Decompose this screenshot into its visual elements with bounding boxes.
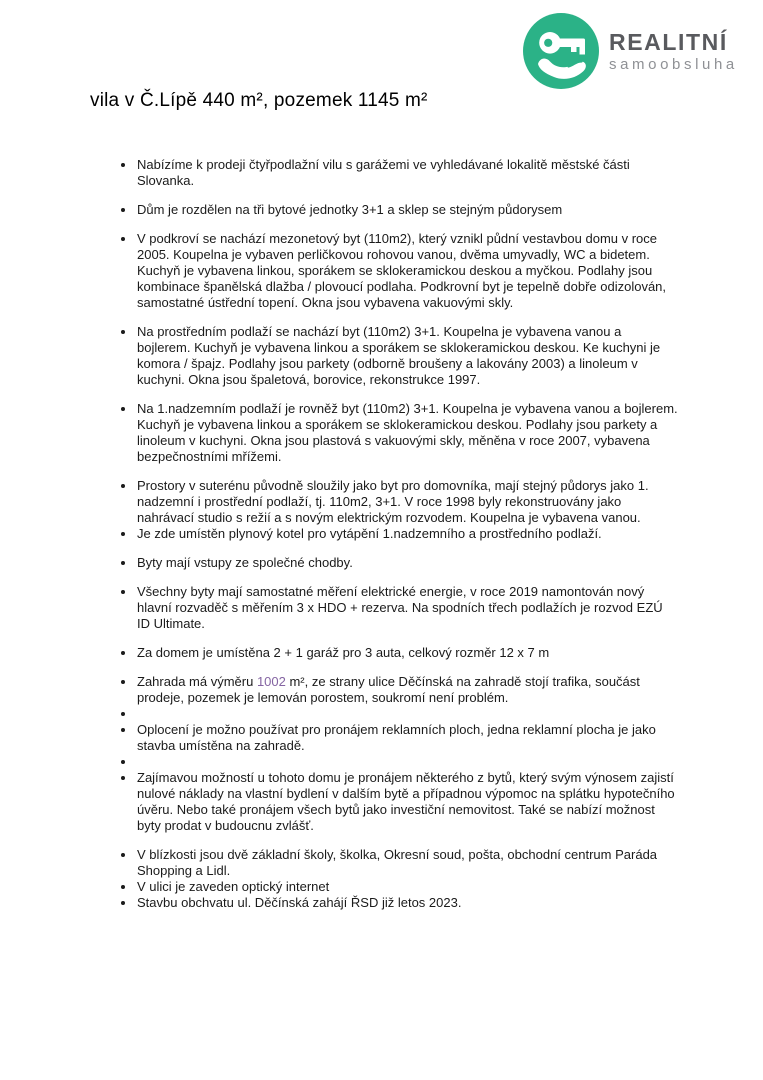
page-title: vila v Č.Lípě 440 m², pozemek 1145 m²	[90, 90, 428, 111]
list-item	[118, 401, 678, 465]
list-item	[118, 847, 678, 879]
bullet-text-segment: Dům je rozdělen na tři bytové jednotky 3+1 a sklep se stejným půdorysem	[137, 202, 563, 217]
bullet-text	[137, 645, 678, 661]
list-item	[118, 584, 678, 632]
bullet-icon	[118, 879, 137, 889]
list-item	[118, 526, 678, 542]
bullet-icon	[118, 770, 137, 780]
bullet-icon	[118, 754, 137, 764]
bullet-text-segment: Všechny byty mají samostatné měření elektrické energie, v roce 2019 namontován nový hlavní rozvaděč s měřením 3 x HDO + rezerva. Na spodních třech podlažích je rozvod EZÚ ID Ultimate.	[137, 584, 663, 631]
bullet-text	[137, 847, 678, 879]
list-item	[118, 895, 678, 911]
bullet-text	[137, 770, 678, 834]
bullet-text-segment: Prostory v suterénu původně sloužily jako byt pro domovníka, mají stejný půdorys jako 1. nadzemní i prostřední podlaží, tj. 110m2, 3+1. V roce 1998 byly rekonstruovány jako nahrávací studio s režií a s novým elektrickým rozvodem. Koupelna je vybavena vanou.	[137, 478, 649, 525]
bullet-text	[137, 401, 678, 465]
bullet-text-segment: Zajímavou možností u tohoto domu je pronájem některého z bytů, který svým výnosem zajistí nulové náklady na vlastní bydlení v dalším bytě a případnou výpomoc na splátku hypotečního úvěru. Nebo také pronájem všech bytů jako investiční nemovitost. Také se nabízí možnost byty prodat v budoucnu zvlášť.	[137, 770, 675, 833]
bullet-text-segment: Nabízíme k prodeji čtyřpodlažní vilu s garážemi ve vyhledávané lokalitě městské části Slovanka.	[137, 157, 630, 188]
list-item	[118, 645, 678, 661]
bullet-icon	[118, 584, 137, 594]
bullet-icon	[118, 722, 137, 732]
list-item	[118, 324, 678, 388]
bullet-text	[137, 555, 678, 571]
bullet-icon	[118, 555, 137, 565]
list-item	[118, 674, 678, 706]
bullet-icon	[118, 478, 137, 488]
bullet-icon	[118, 401, 137, 411]
bullet-text	[137, 895, 678, 911]
list-item	[118, 231, 678, 311]
bullet-list	[118, 157, 678, 911]
realitni-samoobsluha-logo	[523, 13, 738, 89]
key-in-hand-icon	[523, 13, 599, 89]
list-item	[118, 555, 678, 571]
bullet-icon	[118, 231, 137, 241]
list-item	[118, 202, 678, 218]
logo-brand-subtitle: samoobsluha	[609, 56, 738, 74]
list-item	[118, 478, 678, 526]
logo-brand-name: REALITNÍ	[609, 28, 728, 55]
list-item	[118, 157, 678, 189]
bullet-icon	[118, 674, 137, 684]
bullet-text	[137, 674, 678, 706]
bullet-icon	[118, 706, 137, 716]
bullet-text-segment: Na 1.nadzemním podlaží je rovněž byt (110m2) 3+1. Koupelna je vybavena vanou a bojlerem. Kuchyň je vybavena linkou a sporákem se sklokeramickou deskou. Podlahy jsou parkety a linoleum v kuchyni. Okna jsou plastová s vakuovými skly, měněna v roce 2007, vybavena bezpečnostními mřížemi.	[137, 401, 678, 464]
bullet-text	[137, 879, 678, 895]
bullet-text-segment: V ulici je zaveden optický internet	[137, 879, 330, 894]
list-item	[118, 754, 678, 770]
bullet-icon	[118, 202, 137, 212]
list-item	[118, 770, 678, 834]
list-item	[118, 722, 678, 754]
bullet-text-segment: Za domem je umístěna 2 + 1 garáž pro 3 auta, celkový rozměr 12 x 7 m	[137, 645, 550, 660]
bullet-icon	[118, 526, 137, 536]
bullet-text	[137, 157, 678, 189]
bullet-text-segment: Je zde umístěn plynový kotel pro vytápění 1.nadzemního a prostředního podlaží.	[137, 526, 602, 541]
bullet-icon	[118, 157, 137, 167]
bullet-text-segment: V podkroví se nachází mezonetový byt (110m2), který vznikl půdní vestavbou domu v roce 2005. Koupelna je vybaven perličkovou rohovou vanou, dvěma umyvadly, WC a bidetem. Kuchyň je vybavena linkou, sporákem se sklokeramickou deskou a myčkou. Podlahy jsou kombinace španělská dlažba / plovoucí podlaha. Podkrovní byt je tepelně dobře odizolován, samostatné ústřední topení. Okna jsou vybavena vakuovými skly.	[137, 231, 667, 310]
bullet-text-segment: Stavbu obchvatu ul. Děčínská zahájí ŘSD již letos 2023.	[137, 895, 462, 910]
bullet-text	[137, 324, 678, 388]
bullet-text	[137, 526, 678, 542]
bullet-text-segment: Oplocení je možno používat pro pronájem reklamních ploch, jedna reklamní plocha je jako stavba umístěna na zahradě.	[137, 722, 656, 753]
list-item	[118, 706, 678, 722]
list-item	[118, 879, 678, 895]
bullet-text-segment: m², ze strany ulice Děčínská na zahradě stojí trafika, součást prodeje, pozemek je lemován porostem, soukromí není problém.	[137, 674, 640, 705]
bullet-text	[137, 478, 678, 526]
bullet-text-segment: V blízkosti jsou dvě základní školy, školka, Okresní soud, pošta, obchodní centrum Paráda Shopping a Lidl.	[137, 847, 658, 878]
logo-text-block	[609, 30, 738, 72]
bullet-text	[137, 202, 678, 218]
bullet-text	[137, 584, 678, 632]
garden-area-value: 1002	[256, 674, 286, 689]
bullet-text	[137, 231, 678, 311]
bullet-text-segment: Byty mají vstupy ze společné chodby.	[137, 555, 353, 570]
bullet-icon	[118, 324, 137, 334]
bullet-icon	[118, 895, 137, 905]
bullet-text-segment: Na prostředním podlaží se nachází byt (110m2) 3+1. Koupelna je vybavena vanou a bojlerem. Kuchyň je vybavena linkou a sporákem se sklokeramickou deskou. Ke kuchyni je komora / špajz. Podlahy jsou parkety (odborně broušeny a lakovány 2003) a linoleum v kuchyni. Okna jsou špaletová, borovice, rekonstrukce 1997.	[137, 324, 661, 387]
bullet-icon	[118, 847, 137, 857]
bullet-icon	[118, 645, 137, 655]
bullet-text	[137, 722, 678, 754]
bullet-text-segment: Zahrada má výměru	[137, 674, 257, 689]
